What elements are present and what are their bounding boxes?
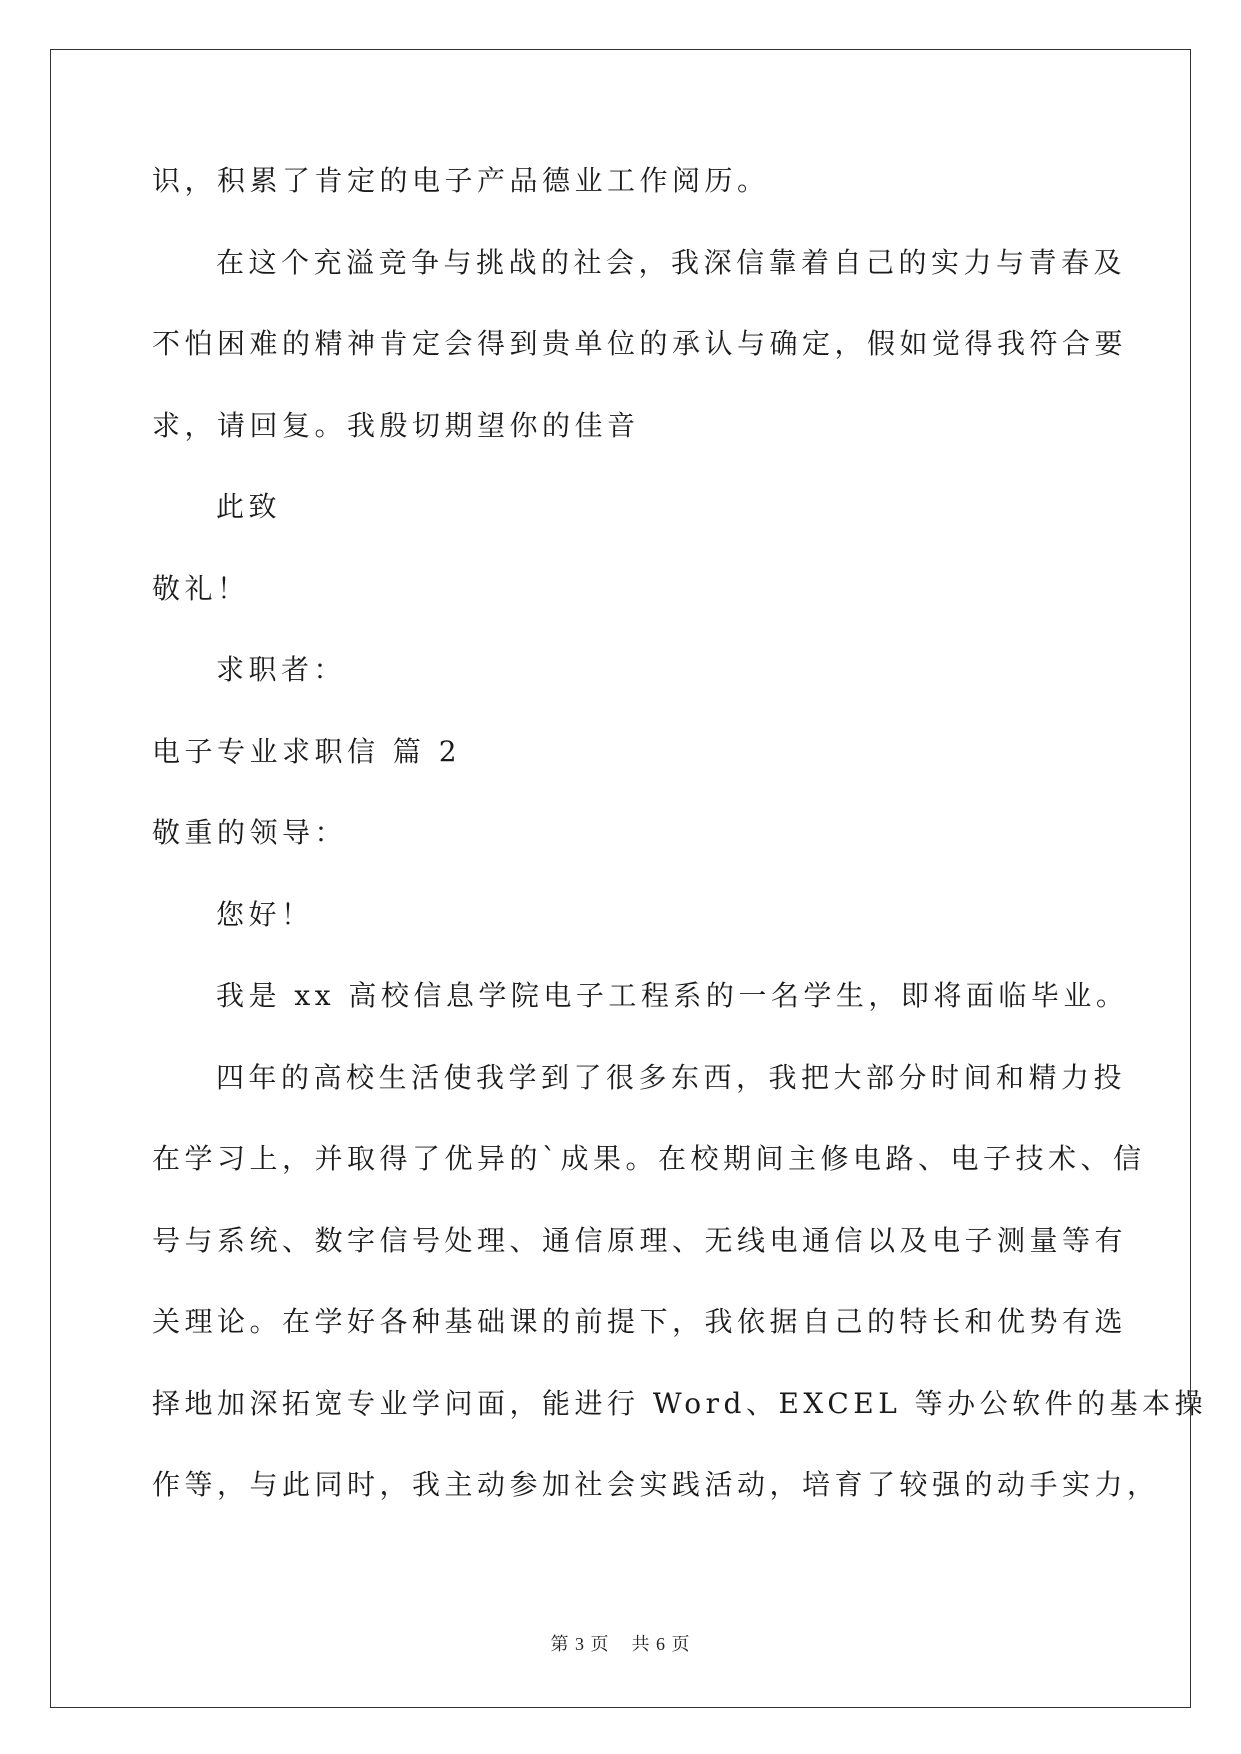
- greeting-addressee: 敬重的领导：: [152, 816, 348, 849]
- text-line: 择地加深拓宽专业学问面，能进行 Word、EXCEL 等办公软件的基本操: [152, 1386, 1208, 1420]
- document-body: [152, 164, 1208, 1553]
- page-footer: [0, 1630, 1241, 1656]
- section-heading: 电子专业求职信 篇 2: [152, 734, 462, 768]
- page-number: 第 3 页: [550, 1634, 610, 1654]
- text-line: 作等，与此同时，我主动参加社会实践活动，培育了较强的动手实力，: [152, 1468, 1160, 1501]
- text-line: 不怕困难的精神肯定会得到贵单位的承认与确定，假如觉得我符合要: [152, 327, 1128, 360]
- signature-label: 求职者：: [216, 653, 347, 686]
- text-line: 识，积累了肯定的电子产品德业工作阅历。: [152, 164, 770, 197]
- salutation-closing: 敬礼！: [152, 571, 250, 605]
- text-line: 在学习上，并取得了优异的`成果。在校期间主修电路、电子技术、信: [152, 1142, 1146, 1175]
- greeting: 您好！: [216, 897, 314, 931]
- text-line: 求，请回复。我殷切期望你的佳音: [152, 408, 640, 442]
- text-line: 关理论。在学好各种基础课的前提下，我依据自己的特长和优势有选: [152, 1305, 1128, 1338]
- text-line: 在这个充溢竞争与挑战的社会，我深信靠着自己的实力与青春及: [216, 245, 1127, 279]
- text-line: 号与系统、数字信号处理、通信原理、无线电通信以及电子测量等有: [152, 1223, 1128, 1257]
- text-line: 四年的高校生活使我学到了很多东西，我把大部分时间和精力投: [216, 1060, 1127, 1094]
- closing-phrase: 此致: [216, 490, 282, 523]
- page-total: 共 6 页: [631, 1634, 691, 1654]
- text-line: 我是 xx 高校信息学院电子工程系的一名学生，即将面临毕业。: [216, 979, 1129, 1012]
